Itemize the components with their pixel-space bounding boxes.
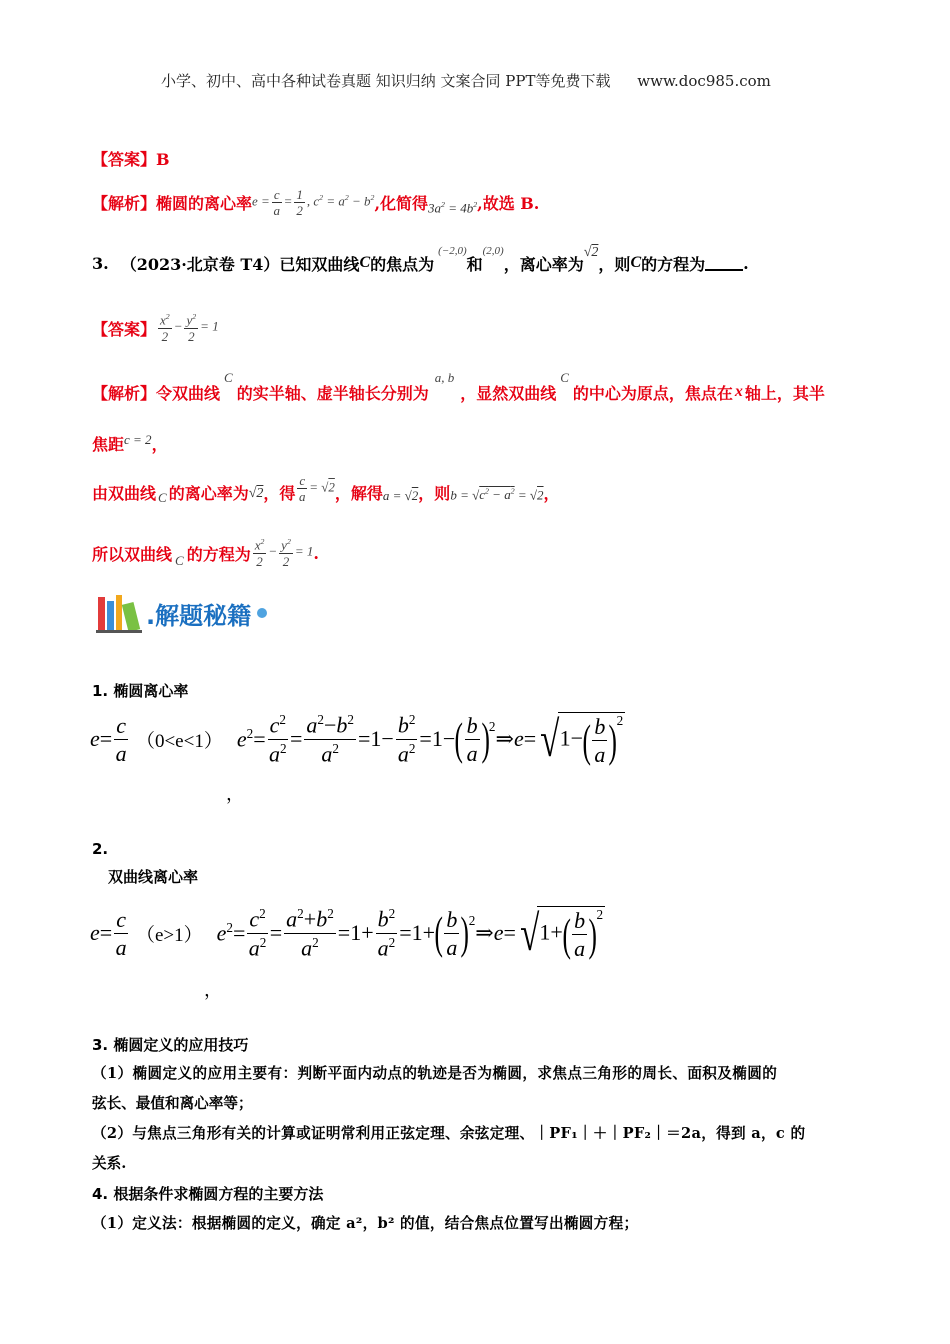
q3-analysis-label: 【解析】	[92, 383, 157, 403]
tips-s4-title: 4. 根据条件求椭圆方程的主要方法	[92, 1185, 324, 1203]
q3-a2: 的实半轴、虚半轴长分别为	[236, 383, 429, 403]
focus2: (2,0)	[482, 245, 504, 257]
q3-analysis-line3	[92, 472, 560, 512]
q3-b4: ，解得	[334, 483, 383, 503]
q3-b-eq: $b = √c^2 - a^2 = √2$	[450, 486, 544, 503]
tips-s2-num: 2.	[92, 840, 109, 858]
q3-analysis-line4	[92, 530, 319, 576]
q3-a-var-c: C	[224, 370, 233, 385]
tips-s3-l3: （2）与焦点三角形有关的计算或证明常利用正弦定理、余弦定理、｜PF₁｜＋｜PF₂｜＝2a，得到 a，c 的	[92, 1125, 806, 1142]
simplified-formula: $3a^2 = 4b^2$	[428, 199, 478, 216]
books-icon	[96, 593, 144, 633]
q3-answer	[92, 308, 219, 348]
q3-b1: 由双曲线	[92, 483, 157, 503]
tips-s4-l1: （1）定义法：根据椭圆的定义，确定 a²，b² 的值，结合焦点位置写出椭圆方程；	[92, 1215, 639, 1232]
q3-b-var-c: C	[158, 490, 167, 505]
tips-s3-l1: （1）椭圆定义的应用主要有：判断平面内动点的轨迹是否为椭圆，求焦点三角形的周长、面积及椭圆的	[92, 1065, 778, 1082]
q3-analysis-line1	[92, 372, 825, 412]
q3-a6: 焦距	[92, 434, 125, 454]
s1-cond: （0<e<1）	[135, 730, 223, 752]
focus1: (−2,0)	[438, 245, 467, 257]
q3-text2: 的焦点为	[370, 254, 435, 274]
tips-s3-l4: 关系.	[92, 1155, 127, 1172]
answer-blank	[705, 255, 743, 271]
tips-s2-title: 双曲线离心率	[108, 868, 199, 886]
dot-icon	[257, 608, 267, 618]
q3-var-c2: C	[630, 254, 642, 271]
header-url[interactable]: www.doc985.com	[637, 72, 771, 90]
q3-b6: ，	[543, 483, 560, 503]
q3-a3: ，显然双曲线	[460, 383, 557, 403]
sqrt2: √2	[583, 245, 599, 260]
q3-final-eq: $\frac{x^2}{2}$ − $\frac{y^2}{2}$ = 1	[254, 537, 314, 569]
q3-and: 和	[466, 254, 483, 274]
q3-analysis-line2	[92, 428, 168, 458]
answer-label: 【答案】	[92, 150, 157, 169]
s2-cond: （e>1）	[135, 924, 203, 946]
q3-a6b: ，	[151, 434, 168, 454]
analysis-text1: 椭圆的离心率	[156, 193, 253, 213]
answer-value: B	[156, 150, 170, 169]
q2-analysis	[92, 182, 539, 222]
q3-a5: 轴上，其半	[744, 383, 825, 403]
q3-c1: 所以双曲线	[92, 544, 173, 564]
q3-text3: ，离心率为	[503, 254, 584, 274]
q3-text4: ，则	[598, 254, 631, 274]
q3-answer-label: 【答案】	[92, 319, 157, 339]
s2-formula: e = c a （e>1） $e^2=$ $\frac{c^2}{a^2}$ = $a^2+b^2$ $a^2$ =1+ $b^2$ $a^2$ =1+ ( b a ) $^2$ ⇒ e = √ 1+( $\frac{b}{a}$ )$^2$	[90, 905, 604, 962]
q3-a1: 令双曲线	[156, 383, 221, 403]
q3-source: （2023·北京卷 T4）	[120, 254, 280, 274]
q3-question: 3. （2023·北京卷 T4） 已知双曲线 C 的焦点为 (−2,0) 和 (2,0) ，离心率为 √2 ，则 C 的方程为 .	[92, 245, 749, 274]
q3-a4: 的中心为原点，焦点在	[572, 383, 733, 403]
q3-c-var-c: C	[175, 553, 184, 568]
q3-var-c: C	[359, 254, 371, 271]
analysis-label: 【解析】	[92, 193, 157, 213]
tips-banner	[96, 592, 267, 634]
tips-s1-title: 1. 椭圆离心率	[92, 682, 189, 700]
q3-a-var-c2: C	[560, 370, 569, 385]
page-header	[161, 70, 771, 91]
q3-text5: 的方程为	[641, 254, 706, 274]
q3-b3: ，得	[263, 483, 296, 503]
q3-answer-formula: $\frac{x^2}{2}$ − $\frac{y^2}{2}$ = 1	[160, 312, 219, 344]
q3-sqrt2a: √2	[248, 486, 264, 501]
q3-ab: a, b	[434, 370, 455, 385]
q3-number: 3.	[92, 253, 109, 273]
q3-c2: 的方程为	[186, 544, 251, 564]
ecc-formula: e = $\frac{c}{a}$ = $\frac{1}{2}$ , $c^2 = a^2 - b^2$	[252, 186, 375, 218]
tips-title: .解题秘籍	[146, 601, 252, 630]
q3-b5: ，则	[418, 483, 451, 503]
q3-a-eq: a = √2	[382, 488, 419, 503]
q2-answer	[92, 147, 170, 170]
tips-s3-title: 3. 椭圆定义的应用技巧	[92, 1036, 249, 1054]
tips-s3-l2: 弦长、最值和离心率等；	[92, 1095, 253, 1112]
analysis-text2: ,化简得	[374, 193, 429, 213]
q3-x: x	[734, 383, 743, 400]
q3-b2: 的离心率为	[168, 483, 249, 503]
header-left: 小学、初中、高中各种试卷真题 知识归纳 文案合同 PPT等免费下载	[161, 72, 611, 90]
q3-c3: .	[313, 543, 319, 563]
q3-text1: 已知双曲线	[279, 254, 360, 274]
q3-ca-eq: $\frac{c}{a}$ = √2	[299, 472, 335, 504]
s1-formula: e = c a （0<e<1） $e^2=$ $\frac{c^2}{a^2}$ = $a^2-b^2$ $a^2$ =1− $b^2$ $a^2$ =1− ( b a ) $^2$ ⇒ e = √ 1−( $\frac{b}{a}$ )$^2$	[90, 711, 624, 768]
c-eq-2: c = 2	[124, 432, 152, 447]
s2-comma: ，	[204, 980, 222, 1001]
s1-comma: ，	[226, 784, 244, 805]
analysis-text3: ,故选 B.	[477, 193, 540, 213]
